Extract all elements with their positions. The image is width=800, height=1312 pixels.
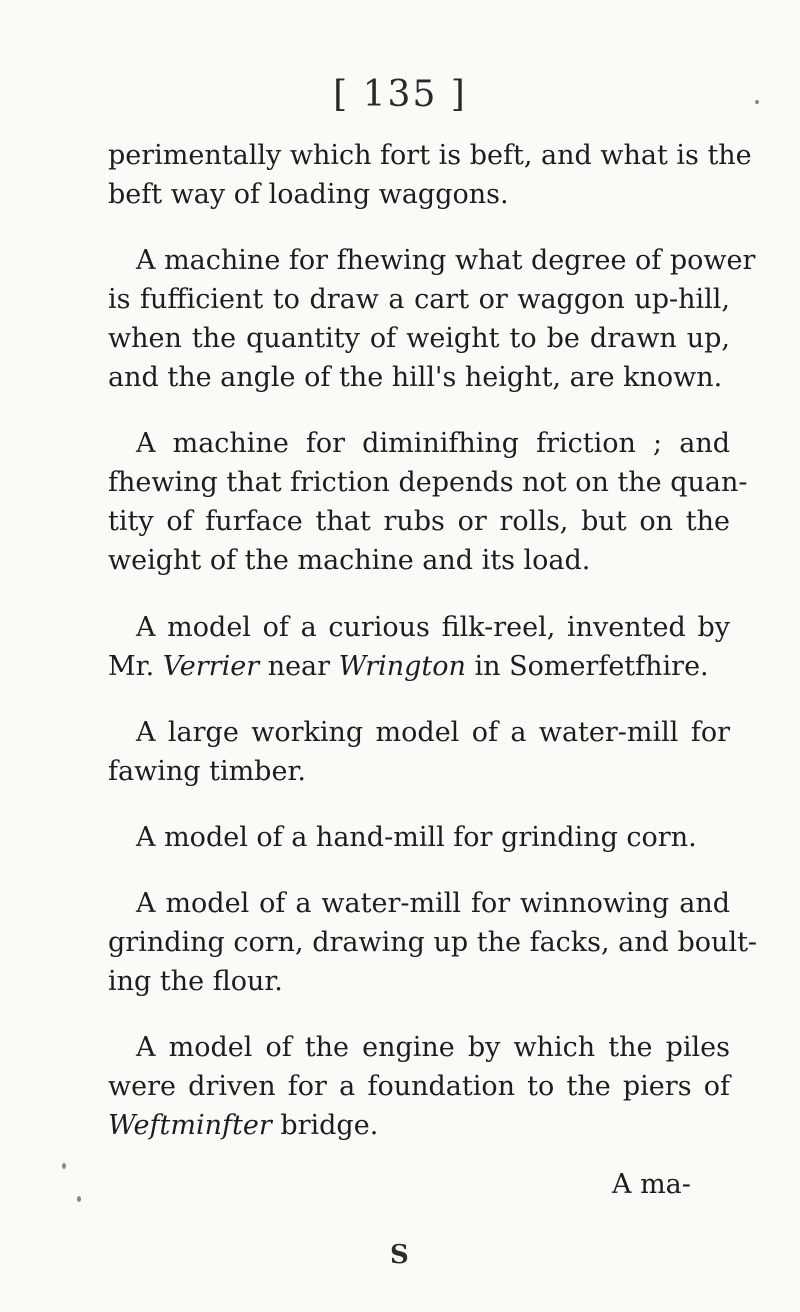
scan-speck <box>77 1196 81 1202</box>
text-line: ing the flour. <box>108 966 283 997</box>
paragraph-hand-mill <box>108 818 730 857</box>
text-line: A machine for fhewing what degree of power <box>136 245 756 276</box>
scan-speck <box>755 100 759 104</box>
text-line: A large working model of a water-mill for <box>136 717 730 748</box>
text-line: A machine for diminifhing friction ; and <box>136 428 730 459</box>
paragraph-winnowing-mill <box>108 884 758 1001</box>
text-span: Mr. <box>108 651 163 682</box>
text-line: grinding corn, drawing up the facks, and boult- <box>108 927 758 958</box>
text-line-with-place <box>108 1106 730 1145</box>
text-line: weight of the machine and its load. <box>108 545 591 576</box>
text-line: fawing timber. <box>108 756 306 787</box>
catchword: A ma- <box>612 1169 691 1200</box>
text-line: fhewing that friction depends not on the quan- <box>108 467 748 498</box>
text-line-with-names <box>108 647 730 686</box>
scan-speck <box>62 1163 66 1169</box>
text-line: perimentally which fort is beft, and what is the <box>108 140 752 171</box>
text-line: when the quantity of weight to be drawn up, <box>108 323 730 354</box>
text-span: near <box>259 651 339 682</box>
text-line: tity of furface that rubs or rolls, but on the <box>108 506 730 537</box>
paragraph-water-mill-sawing <box>108 713 730 791</box>
paragraph-silk-reel <box>108 608 730 686</box>
text-line: A model of the engine by which the piles <box>136 1032 730 1063</box>
italic-place: Wrington <box>338 651 466 682</box>
page-number-header: [ 135 ] <box>333 74 467 115</box>
italic-place: Weftminfter <box>108 1110 272 1141</box>
paragraph-pile-engine <box>108 1028 730 1145</box>
italic-name: Verrier <box>162 651 260 682</box>
paragraph-power-machine <box>108 241 756 397</box>
text-line: beft way of loading waggons. <box>108 179 509 210</box>
text-line: is fufficient to draw a cart or waggon up-hill, <box>108 284 730 315</box>
signature-mark: S <box>390 1240 409 1270</box>
text-line: A model of a hand-mill for grinding corn. <box>136 822 697 853</box>
paragraph-continuation <box>108 136 752 214</box>
text-line: and the angle of the hill's height, are known. <box>108 362 723 393</box>
text-line: were driven for a foundation to the piers of <box>108 1071 730 1102</box>
text-line: A model of a curious filk-reel, invented by <box>136 612 730 643</box>
paragraph-friction-machine <box>108 424 748 580</box>
text-span: bridge. <box>271 1110 379 1141</box>
text-line: A model of a water-mill for winnowing and <box>136 888 730 919</box>
text-span: in Somerfetfhire. <box>465 651 709 682</box>
